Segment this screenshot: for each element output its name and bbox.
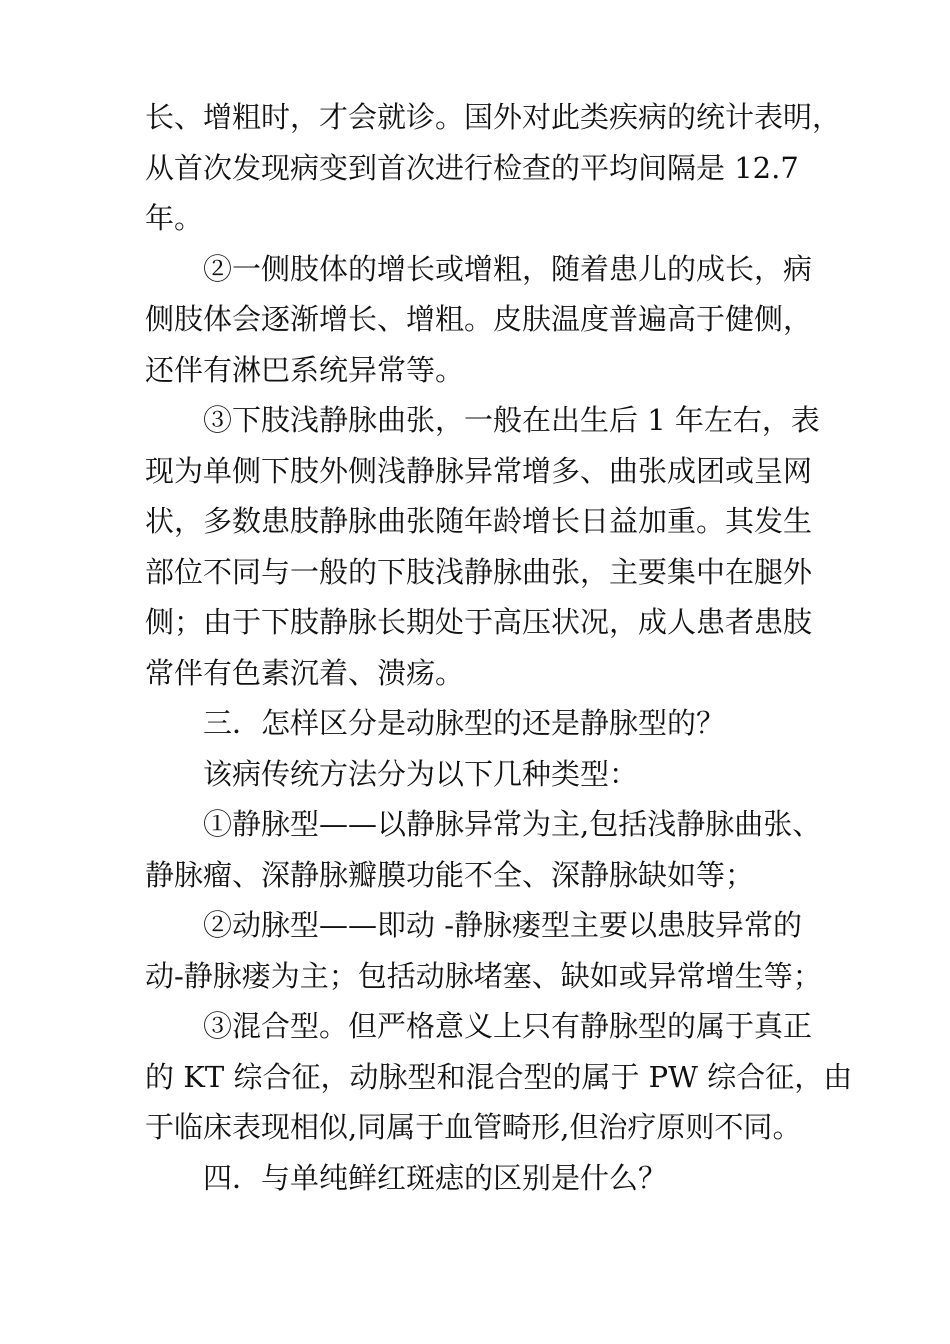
text-line: ③混合型。但严格意义上只有静脉型的属于真正 [203, 1009, 813, 1043]
text-line: 长、增粗时，才会就诊。国外对此类疾病的统计表明， [145, 100, 842, 134]
text-line: ③下肢浅静脉曲张，一般在出生后 1 年左右，表 [203, 403, 820, 437]
text-line: 于临床表现相似,同属于血管畸形,但治疗原则不同。 [145, 1110, 802, 1144]
text-line: 年。 [145, 201, 204, 235]
text-line: 状，多数患肢静脉曲张随年龄增长日益加重。其发生 [145, 504, 813, 538]
text-line: 三．怎样区分是动脉型的还是静脉型的？ [203, 706, 726, 740]
text-line: 部位不同与一般的下肢浅静脉曲张，主要集中在腿外 [145, 554, 813, 589]
text-line: 侧肢体会逐渐增长、增粗。皮肤温度普遍高于健侧， [145, 302, 813, 336]
text-line: 常伴有色素沉着、溃疡。 [145, 655, 465, 690]
text-line: 现为单侧下肢外侧浅静脉异常增多、曲张成团或呈网 [145, 453, 813, 488]
text-line: 该病传统方法分为以下几种类型： [203, 756, 639, 791]
text-line: ②一侧肢体的增长或增粗，随着患儿的成长，病 [203, 251, 813, 286]
text-line: 静脉瘤、深静脉瓣膜功能不全、深静脉缺如等； [145, 857, 755, 892]
text-line: 的 KT 综合征，动脉型和混合型的属于 PW 综合征，由 [145, 1059, 853, 1094]
text-line: ①静脉型——以静脉异常为主,包括浅静脉曲张、 [203, 807, 822, 841]
document-body [145, 92, 853, 1203]
text-line: 动-静脉瘘为主；包括动脉堵塞、缺如或异常增生等； [145, 958, 822, 993]
text-line: ②动脉型——即动 -静脉瘘型主要以患肢异常的 [203, 908, 803, 942]
text-line: 还伴有淋巴系统异常等。 [145, 352, 465, 387]
text-line: 侧；由于下肢静脉长期处于高压状况，成人患者患肢 [145, 605, 813, 639]
text-line: 从首次发现病变到首次进行检查的平均间隔是 12.7 [145, 150, 799, 185]
text-line: 四．与单纯鲜红斑痣的区别是什么？ [203, 1160, 668, 1195]
